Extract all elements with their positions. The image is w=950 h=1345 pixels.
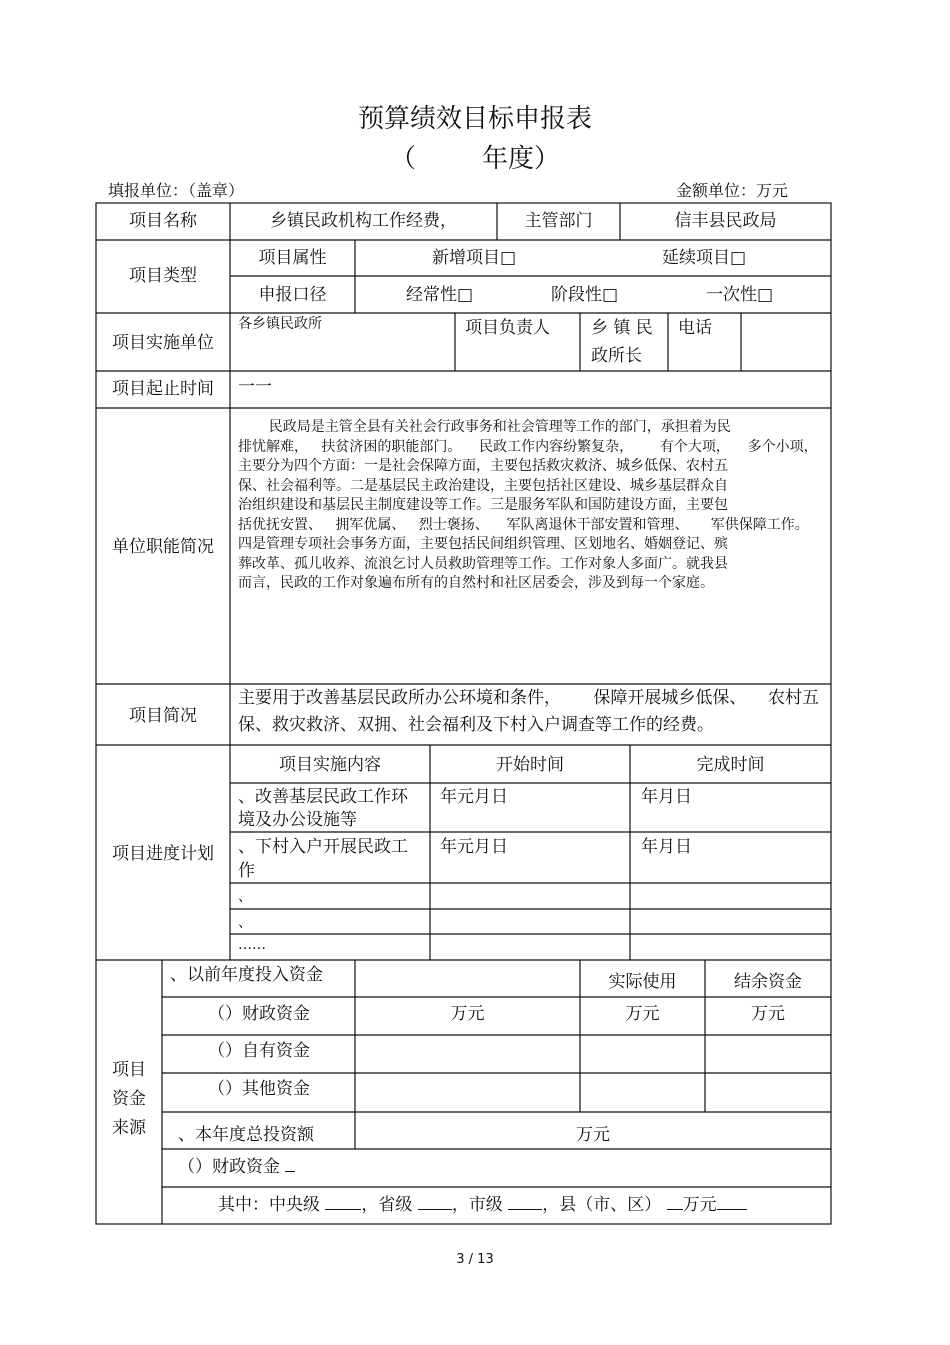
schedule-row-content: 境及办公设施等 (238, 810, 357, 830)
this-year-value: 万元 (576, 1125, 610, 1145)
fund-label-line: 资金 (112, 1089, 146, 1109)
self-fund-label: （）自有资金 (208, 1041, 310, 1061)
report-label: 申报口径 (258, 285, 327, 305)
brief-line: 主要用于改善基层民政所办公环境和条件， 保障开展城乡低保、 农村五 (238, 688, 820, 708)
fin-fund-label-2-text: （）财政资金 (178, 1157, 280, 1177)
county-blank[interactable] (667, 1193, 683, 1210)
fin-fund-label: （）财政资金 (208, 1004, 310, 1024)
dept-value: 信丰县民政局 (674, 211, 777, 231)
breakdown-line (218, 1193, 747, 1216)
duty-line: 括优抚安置、 拥军优属、 烈士褒扬、 军队离退休干部安置和管理、 军供保障工作。 (238, 516, 809, 533)
duty-text (238, 418, 823, 594)
schedule-row-end: 年月日 (641, 837, 692, 857)
schedule-row-content: 、 (238, 889, 252, 905)
attr-label: 项目属性 (258, 248, 327, 268)
leader-value-2: 政所长 (591, 346, 642, 366)
brief-line: 保、救灾救济、双拥、社会福利及下村入户调查等工作的经费。 (238, 715, 714, 735)
page-number: 3 / 13 (456, 1252, 494, 1267)
other-fund-label: （）其他资金 (208, 1079, 310, 1099)
fin-fund-label-2 (178, 1155, 295, 1178)
breakdown-suffix: 万元 (682, 1195, 717, 1215)
breakdown-city-label: ，市级 (451, 1195, 503, 1215)
brief-label: 项目简况 (129, 706, 197, 726)
duty-line: 而言，民政的工作对象遍布所有的自然村和社区居委会，涉及到每一个家庭。 (238, 575, 714, 591)
balance-label: 结余资金 (734, 972, 802, 992)
schedule-row-start: 年元月日 (440, 787, 508, 807)
fin-fund-actual: 万元 (625, 1004, 660, 1024)
brief-text (238, 685, 828, 739)
schedule-header-content: 项目实施内容 (279, 755, 381, 775)
schedule-header-end: 完成时间 (696, 755, 765, 775)
fund-label-line: 项目 (112, 1060, 146, 1080)
attr-new-checkbox[interactable]: 新增项目□ (432, 248, 517, 268)
breakdown-county-label: ，县（市、区） (542, 1195, 662, 1215)
fin-fund-balance: 万元 (751, 1004, 785, 1024)
schedule-row-content: 、改善基层民政工作环 (238, 787, 408, 807)
schedule-row-content: 、下村入户开展民政工 (238, 837, 408, 857)
report-once-checkbox[interactable]: 一次性□ (706, 285, 774, 305)
this-year-label: 、本年度总投资额 (178, 1125, 314, 1145)
breakdown-province-label: ，省级 (361, 1195, 413, 1215)
schedule-label: 项目进度计划 (112, 844, 214, 864)
report-stage-checkbox[interactable]: 阶段性□ (551, 285, 619, 305)
duty-line: 排忧解难， 扶贫济困的职能部门。 民政工作内容纷繁复杂， 有个大项， 多个小项， (238, 438, 818, 455)
project-name-label: 项目名称 (129, 211, 197, 231)
period-label: 项目起止时间 (112, 379, 214, 399)
duty-line: 治组织建设和基层民主制度建设等工作。三是服务军队和国防建设方面，主要包 (238, 497, 728, 513)
breakdown-central-label: 其中：中央级 (218, 1195, 320, 1215)
fund-label-line: 来源 (112, 1118, 146, 1138)
dept-label: 主管部门 (524, 211, 593, 231)
duty-line: 保、社会福利等。二是基层民主政治建设，主要包括社区建设、城乡基层群众自 (238, 477, 728, 494)
duty-line: 主要分为四个方面：一是社会保障方面，主要包括救灾救济、城乡低保、农村五 (238, 458, 728, 474)
report-regular-checkbox[interactable]: 经常性□ (406, 285, 474, 305)
leader-label: 项目负责人 (465, 318, 550, 338)
fill-unit-label: 填报单位：（盖章） (108, 181, 245, 200)
project-type-label: 项目类型 (129, 266, 197, 286)
fund-source-label (96, 1056, 162, 1143)
duty-line: 四是管理专项社会事务方面，主要包括民间组织管理、区划地名、婚姻登记、殡 (238, 536, 728, 552)
schedule-row-end: 年月日 (641, 787, 692, 807)
project-name-value: 乡镇民政机构工作经费， (270, 211, 457, 231)
suffix-blank[interactable] (717, 1193, 747, 1210)
prev-year-label: 、以前年度投入资金 (170, 965, 323, 985)
impl-unit-value: 各乡镇民政所 (238, 316, 322, 332)
amount-unit-label: 金额单位：万元 (676, 181, 789, 200)
year-line: （ 年度） (389, 144, 561, 174)
impl-unit-label: 项目实施单位 (112, 333, 214, 353)
actual-use-label: 实际使用 (608, 972, 677, 992)
fin-fund-amount: 万元 (450, 1004, 485, 1024)
period-value: 一一 (238, 377, 272, 397)
duty-line: 葬改革、孤儿收养、流浪乞讨人员救助管理等工作。工作对象人多面广。就我县 (238, 555, 728, 572)
attr-continue-checkbox[interactable]: 延续项目□ (662, 248, 747, 268)
schedule-row-content: 、 (238, 915, 252, 931)
province-blank[interactable] (418, 1193, 452, 1210)
duty-label: 单位职能简况 (112, 537, 214, 557)
page-title: 预算绩效目标申报表 (357, 104, 592, 134)
duty-line: 民政局是主管全县有关社会行政事务和社会管理等工作的部门，承担着为民 (268, 419, 731, 435)
central-blank[interactable] (325, 1193, 361, 1210)
leader-value-1: 乡 镇 民 (591, 318, 653, 338)
schedule-row-start: 年元月日 (440, 837, 508, 857)
schedule-row-content: …… (238, 937, 266, 953)
schedule-row-content: 作 (238, 861, 255, 881)
phone-label: 电话 (678, 318, 712, 338)
city-blank[interactable] (508, 1193, 542, 1210)
schedule-header-start: 开始时间 (496, 755, 564, 775)
blank-line[interactable] (285, 1155, 295, 1172)
